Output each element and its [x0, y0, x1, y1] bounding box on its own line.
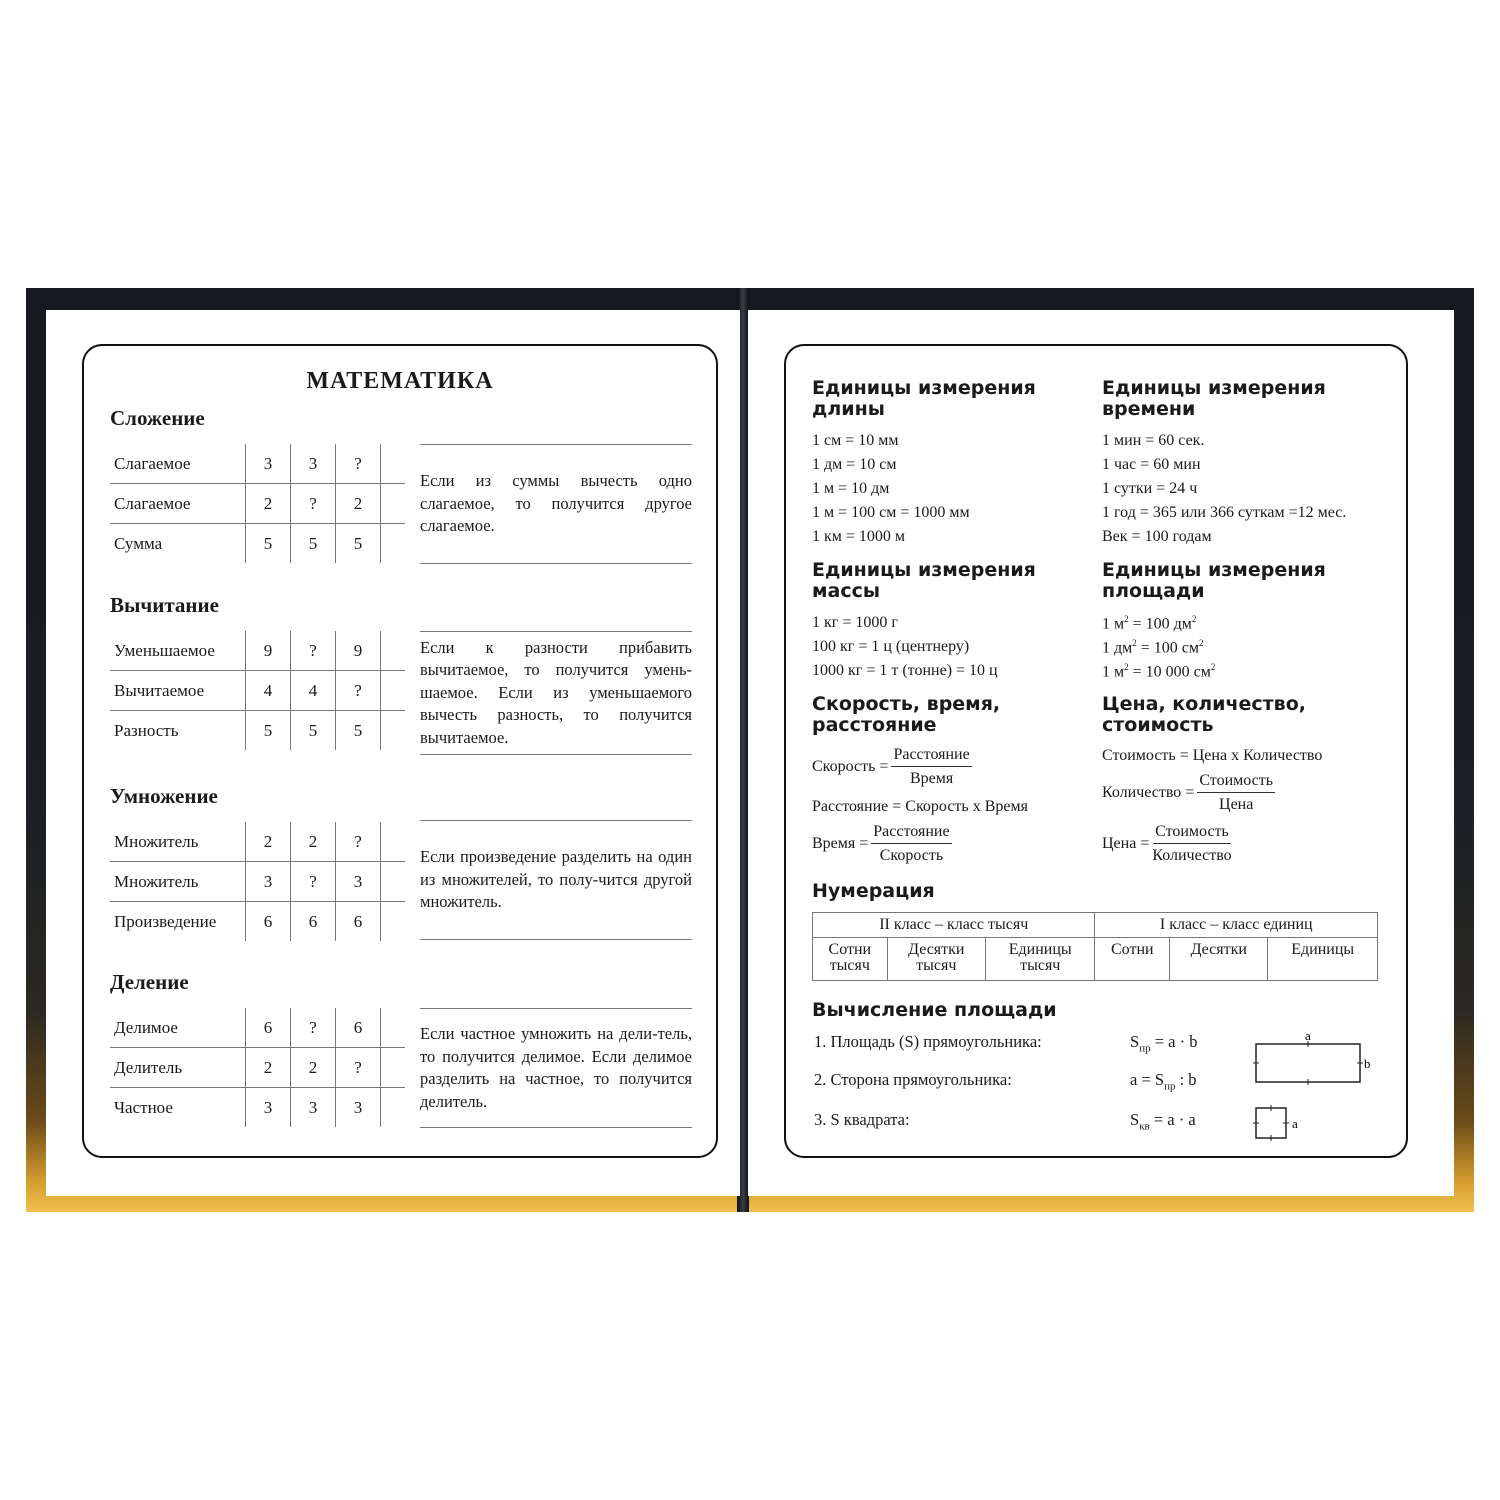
table-row: Частное 3 3 3 — [110, 1088, 405, 1128]
area-diagram — [1250, 1032, 1380, 1144]
table-row: Уменьшаемое 9 ? 9 — [110, 631, 405, 671]
square-side-label: a — [1292, 1116, 1298, 1131]
rect-top-label: a — [1305, 1032, 1311, 1043]
fraction: $\frac{\text{Расстояние}}{\text{Время}}$ — [893, 746, 970, 787]
area-units-title: Единицы измерения площади — [1102, 559, 1326, 602]
speed-formula: Скорость = $\frac{\text{Расстояние}}{\text{Время}}$ — [812, 746, 970, 787]
fraction: $\frac{\text{Расстояние}}{\text{Скорость}}$ — [873, 823, 950, 864]
table-row: Делимое 6 ? 6 — [110, 1008, 405, 1048]
table-row: Множитель 3 ? 3 — [110, 862, 405, 902]
table-row: Произведение 6 6 6 — [110, 902, 405, 942]
addition-rule: Если из суммы вычесть одно слагаемое, то получится другое слагаемое. — [420, 444, 692, 564]
numeration-table — [812, 912, 1378, 981]
subtraction-title: Вычитание — [110, 593, 219, 617]
multiplication-rule: Если произведение разделить на один из множителей, то полу-чится другой множитель. — [420, 820, 692, 940]
left-frame — [82, 344, 718, 1158]
subtraction-table — [110, 631, 405, 750]
table-row: Слагаемое 2 ? 2 — [110, 484, 405, 524]
length-units-title: Единицы измерения длины — [812, 377, 1036, 420]
speed-title: Скорость, время, расстояние — [812, 693, 1001, 736]
division-title: Деление — [110, 970, 189, 994]
right-frame — [784, 344, 1408, 1158]
quantity-formula: Количество = $\frac{\text{Стоимость}}{\text{Цена}}$ — [1102, 772, 1274, 813]
table-cell: Десятки — [1170, 938, 1268, 981]
class-units: I класс – класс единиц — [1095, 913, 1378, 938]
division-table — [110, 1008, 405, 1127]
list-item: 1. Площадь (S) прямоугольника: — [814, 1032, 1042, 1051]
list-item: 1 кг = 1000 г — [812, 614, 898, 631]
formula: $a = S_{пр}$ : b — [1130, 1070, 1197, 1093]
list-item: 1 км = 1000 м — [812, 528, 906, 545]
table-cell: Сотни тысяч — [813, 938, 888, 981]
cost-formula: Стоимость = Цена х Количество — [1102, 747, 1323, 764]
list-item: 1 $м^2 = 100$ $дм^2$ — [1102, 614, 1197, 633]
multiplication-table — [110, 822, 405, 941]
table-row: Делитель 2 2 ? — [110, 1048, 405, 1088]
list-item: 1 час = 60 мин — [1102, 456, 1201, 473]
price-formula: Цена = $\frac{\text{Стоимость}}{\text{Количество}}$ — [1102, 823, 1232, 864]
formula: $S_{пр} = a \cdot b$ — [1130, 1032, 1198, 1055]
price-title: Цена, количество, стоимость — [1102, 693, 1306, 736]
list-item: 1 м = 10 дм — [812, 480, 890, 497]
square-shape — [1256, 1108, 1286, 1138]
table-row: Множитель 2 2 ? — [110, 822, 405, 862]
list-item: 1 мин = 60 сек. — [1102, 432, 1205, 449]
list-item: 1 $м^2 = 10$ 000 $см^2$ — [1102, 662, 1216, 681]
mass-units-title: Единицы измерения массы — [812, 559, 1036, 602]
time-formula: Время = $\frac{\text{Расстояние}}{\text{Скорость}}$ — [812, 823, 950, 864]
table-cell: Единицы тысяч — [985, 938, 1095, 981]
left-page — [46, 310, 740, 1196]
addition-table — [110, 444, 405, 563]
list-item: 1 сутки = 24 ч — [1102, 480, 1198, 497]
list-item: 1 $дм^2 = 100$ $см^2$ — [1102, 638, 1204, 657]
right-page — [748, 310, 1454, 1196]
table-cell: Десятки тысяч — [887, 938, 985, 981]
list-item: 1 год = 365 или 366 суткам =12 мес. — [1102, 504, 1347, 521]
rectangle-shape — [1256, 1044, 1360, 1082]
table-row: Слагаемое 3 3 ? — [110, 444, 405, 484]
subtraction-rule: Если к разности прибавить вычитаемое, то получится умень-шаемое. Если из уменьшаемого вычесть разность, то получится вычитаемое. — [420, 631, 692, 755]
formula: $S_{кв} = a \cdot a$ — [1130, 1110, 1196, 1133]
list-item: 2. Сторона прямоугольника: — [814, 1070, 1012, 1089]
division-rule: Если частное умножить на дели-тель, то получится делимое. Если делимое разделить на частное, то получится делитель. — [420, 1008, 692, 1128]
table-cell: Единицы — [1268, 938, 1378, 981]
list-item: Век = 100 годам — [1102, 528, 1212, 545]
page-title: МАТЕМАТИКА — [306, 368, 494, 394]
table-row: Вычитаемое 4 4 ? — [110, 671, 405, 711]
class-thousands: II класс – класс тысяч — [813, 913, 1095, 938]
distance-formula: Расстояние = Скорость х Время — [812, 798, 1028, 815]
table-row: Разность 5 5 5 — [110, 711, 405, 751]
list-item: 1 см = 10 мм — [812, 432, 899, 449]
list-item: 1000 кг = 1 т (тонне) = 10 ц — [812, 662, 998, 679]
fraction: $\frac{\text{Стоимость}}{\text{Цена}}$ — [1199, 772, 1274, 813]
rect-side-label: b — [1364, 1056, 1371, 1071]
list-item: 100 кг = 1 ц (центнеру) — [812, 638, 970, 655]
numeration-title: Нумерация — [812, 880, 935, 902]
addition-title: Сложение — [110, 406, 205, 430]
list-item: 1 м = 100 см = 1000 мм — [812, 504, 970, 521]
time-units-title: Единицы измерения времени — [1102, 377, 1326, 420]
fraction: $\frac{\text{Стоимость}}{\text{Количество}}$ — [1152, 823, 1232, 864]
area-calc-title: Вычисление площади — [812, 999, 1057, 1021]
table-row: Сумма 5 5 5 — [110, 524, 405, 564]
multiplication-title: Умножение — [110, 784, 218, 808]
list-item: 3. S квадрата: — [814, 1110, 910, 1129]
table-cell: Сотни — [1095, 938, 1170, 981]
list-item: 1 дм = 10 см — [812, 456, 897, 473]
